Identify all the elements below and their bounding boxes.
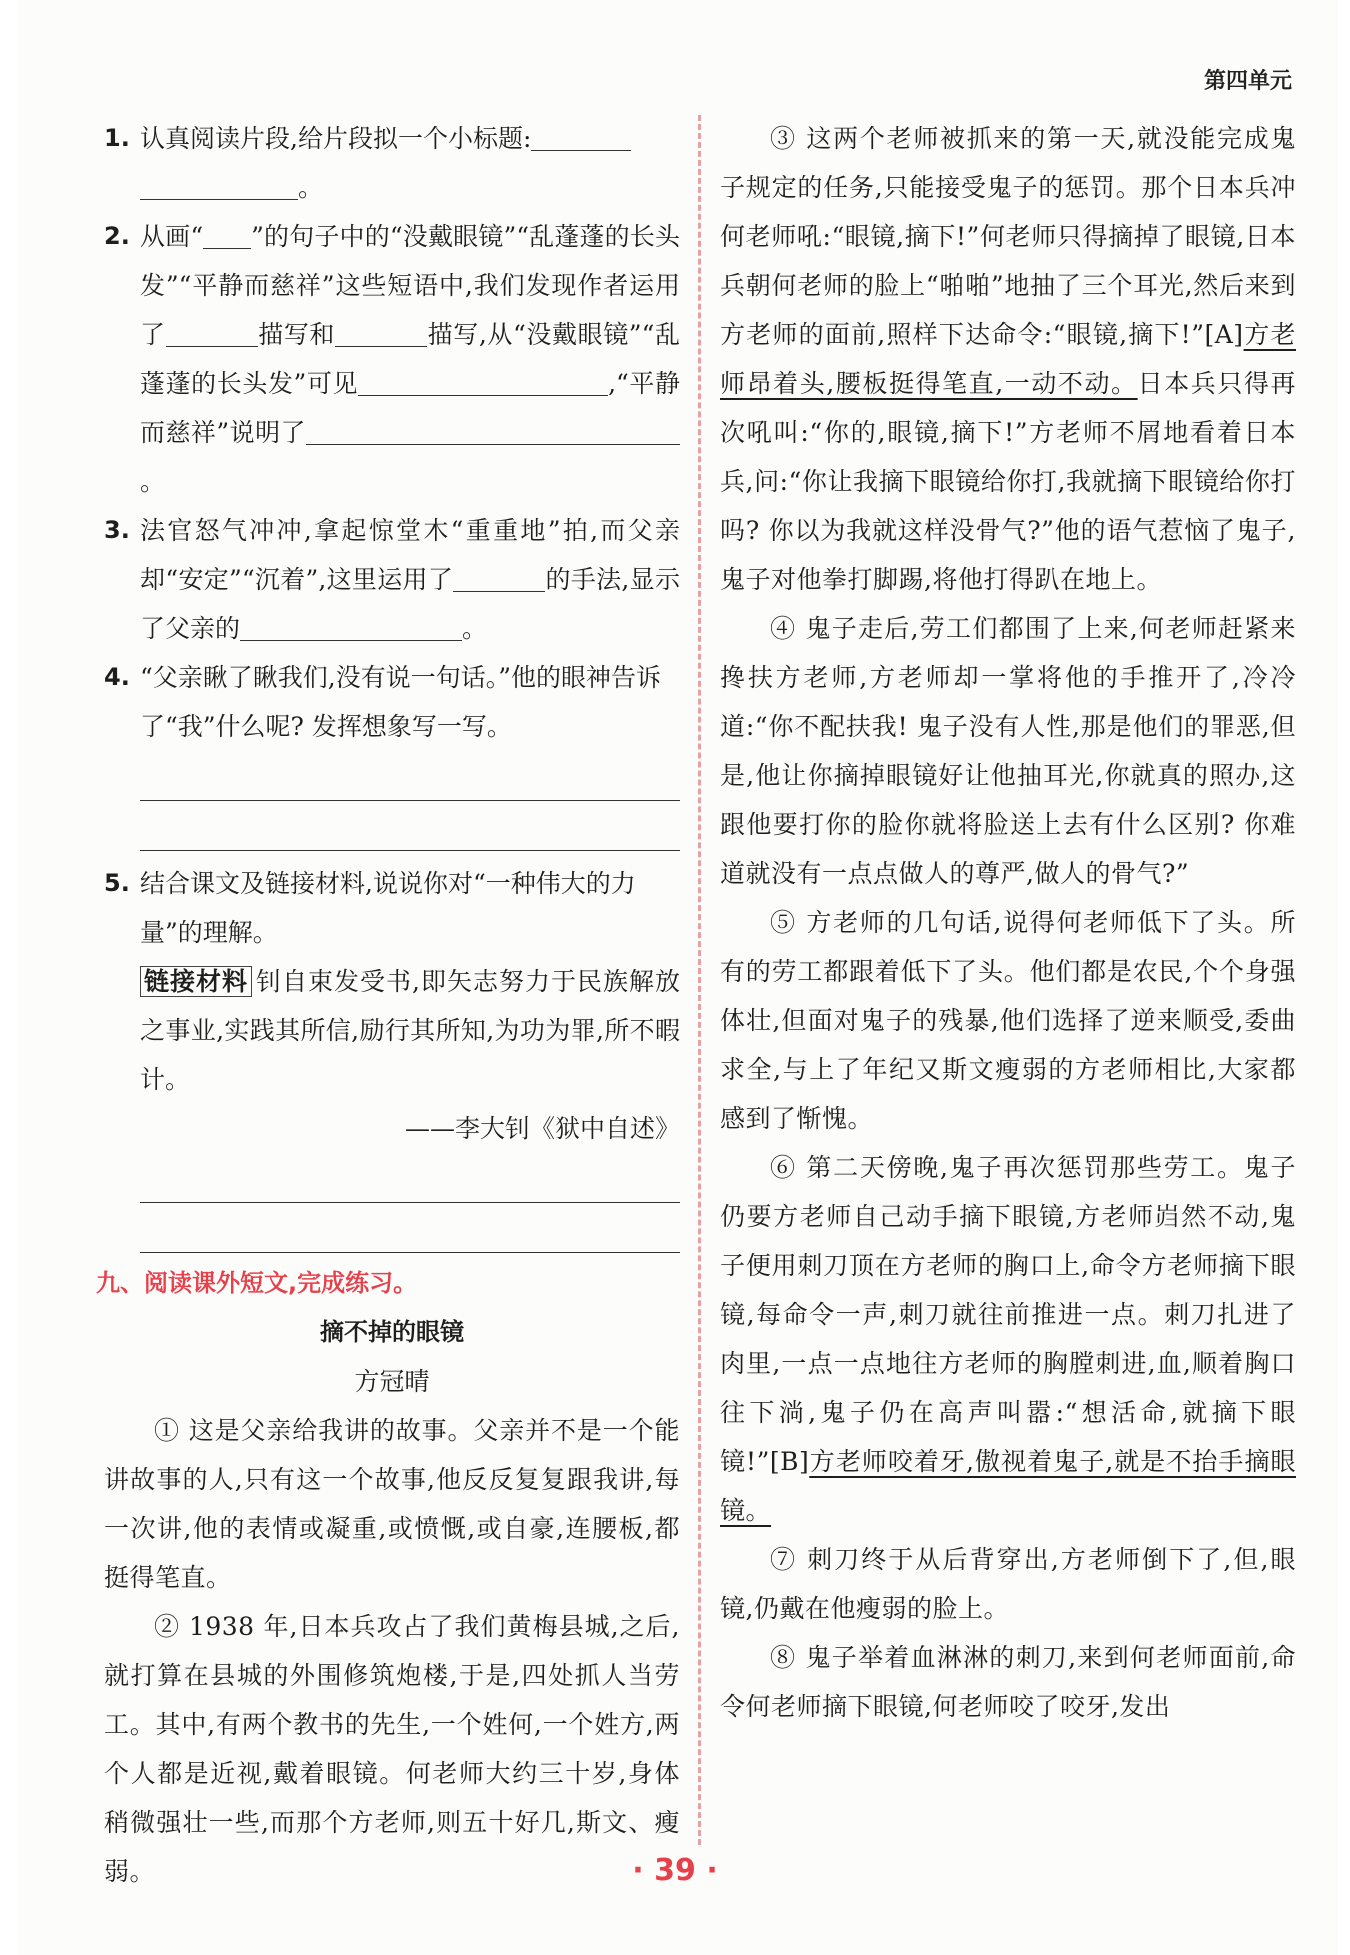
question-3 — [104, 506, 680, 653]
question-number: 3. — [104, 516, 130, 544]
answer-blank[interactable] — [306, 414, 680, 445]
paragraph-2: ② 1938 年,日本兵攻占了我们黄梅县城,之后,就打算在县城的外围修筑炮楼,于是,四处抓人当劳工。其中,有两个教书的先生,一个姓何,一个姓方,两个人都是近视,戴着眼镜。何老师大约三十岁,身体稍微强壮一些,而那个方老师,则五十好几,斯文、瘦弱。 — [104, 1612, 680, 1886]
column-divider — [698, 115, 701, 1845]
question-1 — [104, 114, 680, 212]
link-material-label: 链接材料 — [140, 966, 252, 997]
punctuation: 。 — [298, 173, 324, 202]
citation: ——李大钊《狱中自述》 — [404, 1114, 680, 1143]
question-text: 的手法,显示了父亲的 — [140, 565, 680, 643]
article-title: 摘不掉的眼镜 — [320, 1318, 464, 1346]
answer-line[interactable] — [140, 751, 680, 801]
question-2 — [104, 212, 680, 506]
paragraph-3 — [720, 114, 1296, 604]
answer-blank[interactable] — [335, 316, 427, 347]
answer-line[interactable] — [140, 1203, 680, 1253]
underlined-sentence-b: 方老师咬着牙,傲视着鬼子,就是不抬手摘眼镜。 — [720, 1447, 1296, 1525]
question-number: 4. — [104, 663, 130, 691]
question-text: “父亲瞅了瞅我们,没有说一句话。”他的眼神告诉了“我”什么呢? 发挥想象写一写。 — [140, 663, 662, 741]
answer-blank[interactable] — [531, 120, 631, 151]
paragraph-7: ⑦ 刺刀终于从后背穿出,方老师倒下了,但,眼镜,仍戴在他瘦弱的脸上。 — [720, 1545, 1296, 1623]
question-text: 结合课文及链接材料,说说你对“一种伟大的力量”的理解。 — [140, 869, 636, 947]
left-column — [96, 114, 681, 1896]
punctuation: 。 — [140, 467, 166, 496]
paragraph-6 — [720, 1143, 1296, 1535]
answer-line[interactable] — [140, 1153, 680, 1203]
question-number: 2. — [104, 222, 130, 250]
question-text: 描写和 — [257, 320, 336, 349]
paragraph-8: ⑧ 鬼子举着血淋淋的刺刀,来到何老师面前,命令何老师摘下眼镜,何老师咬了咬牙,发出 — [720, 1643, 1296, 1721]
question-number: 5. — [104, 869, 130, 897]
answer-blank[interactable] — [453, 561, 545, 592]
question-4 — [104, 653, 680, 751]
answer-line[interactable] — [140, 801, 680, 851]
answer-blank[interactable] — [358, 365, 608, 396]
mark-a: [A] — [1204, 320, 1244, 349]
underlined-sentence-a: 方老师昂着头,腰板挺得笔直,一动不动。 — [720, 320, 1296, 398]
section-heading: 九、阅读课外短文,完成练习。 — [96, 1269, 418, 1297]
answer-blank[interactable] — [203, 218, 251, 249]
paragraph-text: ⑥ 第二天傍晚,鬼子再次惩罚那些劳工。鬼子仍要方老师自己动手摘下眼镜,方老师岿然不动,鬼子便用刺刀顶在方老师的胸口上,命令方老师摘下眼镜,每命令一声,刺刀就往前推进一点。刺刀扎进了肉里,一点一点地往方老师的胸膛刺进,血,顺着胸口往下淌,鬼子仍在高声叫嚣:“想活命,就摘下眼镜!” — [720, 1153, 1296, 1476]
link-material-text: 钊自束发受书,即矢志努力于民族解放之事业,实践其所信,励行其所知,为功为罪,所不暇计。 — [140, 967, 680, 1094]
question-text: 从画“ — [140, 222, 204, 251]
paragraph-text: 日本兵只得再次吼叫:“你的,眼镜,摘下!”方老师不屑地看着日本兵,问:“你让我摘下眼镜给你打,我就摘下眼镜给你打吗? 你以为我就这样没骨气?”他的语气惹恼了鬼子,鬼子对他拳打脚踢,将他打得趴在地上。 — [720, 369, 1296, 594]
paragraph-4: ④ 鬼子走后,劳工们都围了上来,何老师赶紧来搀扶方老师,方老师却一掌将他的手推开了,冷冷道:“你不配扶我! 鬼子没有人性,那是他们的罪恶,但是,他让你摘掉眼镜好让他抽耳光,你就真的照办,这跟他要打你的脸你就将脸送上去有什么区别? 你难道就没有一点点做人的尊严,做人的骨气?” — [720, 614, 1296, 888]
question-number: 1. — [104, 124, 130, 152]
paragraph-text: ③ 这两个老师被抓来的第一天,就没能完成鬼子规定的任务,只能接受鬼子的惩罚。那个日本兵冲何老师吼:“眼镜,摘下!”何老师只得摘掉了眼镜,日本兵朝何老师的脸上“啪啪”地抽了三个耳光,然后来到方老师的面前,照样下达命令:“眼镜,摘下!” — [720, 124, 1296, 349]
punctuation: 。 — [462, 614, 488, 643]
mark-b: [B] — [769, 1447, 810, 1476]
page-number: · 39 · — [632, 1853, 718, 1888]
answer-blank[interactable] — [140, 169, 298, 200]
right-column — [720, 114, 1296, 1731]
question-text: ,“平静而慈祥”说明了 — [140, 369, 680, 447]
paragraph-1: ① 这是父亲给我讲的故事。父亲并不是一个能讲故事的人,只有这一个故事,他反反复复跟我讲,每一次讲,他的表情或凝重,或愤慨,或自豪,连腰板,都挺得笔直。 — [104, 1416, 680, 1592]
unit-title: 第四单元 — [1203, 69, 1292, 94]
paragraph-5: ⑤ 方老师的几句话,说得何老师低下了头。所有的劳工都跟着低下了头。他们都是农民,个个身强体壮,但面对鬼子的残暴,他们选择了逆来顺受,委曲求全,与上了年纪又斯文瘦弱的方老师相比,大家都感到了惭愧。 — [720, 908, 1296, 1133]
question-text: 法官怒气冲冲,拿起惊堂木“重重地”拍,而父亲却“安定”“沉着”,这里运用了 — [140, 516, 680, 594]
answer-blank[interactable] — [240, 610, 462, 641]
question-text: 认真阅读片段,给片段拟一个小标题: — [140, 124, 532, 153]
question-5 — [104, 859, 680, 1153]
article-author: 方冠晴 — [354, 1367, 430, 1396]
question-text: ”的句子中的“没戴眼镜”“乱蓬蓬的长头发”“平静而慈祥”这些短语中,我们发现作者运用了 — [140, 222, 681, 349]
answer-blank[interactable] — [166, 316, 258, 347]
question-text: 描写,从“没戴眼镜”“乱蓬蓬的长头发”可见 — [140, 320, 680, 398]
